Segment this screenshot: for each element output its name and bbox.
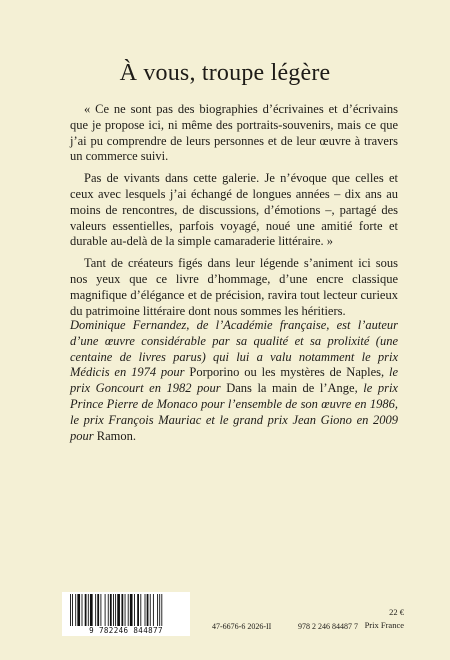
- barcode-bar: [108, 594, 109, 626]
- barcode-bar: [77, 594, 80, 626]
- barcode-bars-icon: [62, 592, 190, 626]
- author-bio-paragraph: [70, 318, 398, 444]
- barcode-bar: [90, 594, 93, 626]
- barcode-bar: [150, 594, 151, 626]
- barcode-bar: [140, 594, 141, 626]
- bio-book-title-3: Ramon: [96, 428, 133, 443]
- barcode-bar: [121, 594, 123, 626]
- barcode-bar: [72, 594, 73, 626]
- blurb-paragraph-3: Tant de créateurs figés dans leur légende s’animent ici sous nos yeux que ce livre d’hommage, d’une encre classique magnifique d’élégance et de précision, ravira tout lecteur curieux du patrimoine littéraire dont nous sommes les héritiers.: [70, 256, 398, 318]
- barcode-bar: [88, 594, 89, 626]
- barcode-bar: [85, 594, 87, 626]
- price-value: 22 €: [389, 607, 404, 617]
- barcode-bar: [113, 594, 114, 626]
- blurb-paragraph-2: Pas de vivants dans cette galerie. Je n’évoque que celles et ceux avec lesquels j’ai échangé de longues années – dix ans au moins de rencontres, de discussions, d’émotions –, partagé des valeurs essentielles, parfois voyagé, noué une amitié forte et durable au-delà de la simple camaraderie littéraire. »: [70, 171, 398, 249]
- barcode-bar: [95, 594, 96, 626]
- bio-segment-1: Dominique Fernandez, de l’Académie française, est l’auteur d’une œuvre considérable par sa qualité et sa prolixité (une centaine de livres parus) qui lui a valu notamment le prix Médicis en 1974 pour: [70, 318, 398, 380]
- blurb-text: [70, 102, 398, 319]
- bio-segment-2: , le prix Goncourt en 1982 pour: [70, 365, 398, 396]
- isbn-number: 978 2 246 84487 7: [298, 622, 358, 631]
- barcode-bar: [159, 594, 160, 626]
- barcode-bar: [130, 594, 133, 626]
- barcode-bar: [145, 594, 146, 626]
- author-bio: [70, 318, 398, 444]
- price-label: Prix France: [364, 620, 404, 630]
- bio-book-title-2: Dans la main de l’Ange: [226, 381, 355, 396]
- barcode-bar: [70, 594, 71, 626]
- barcode-bar: [157, 594, 158, 626]
- barcode-bar: [125, 594, 126, 626]
- bio-segment-3: , le prix Prince Pierre de Monaco pour l’ensemble de son œuvre en 1986, le prix François Mauriac et le grand prix Jean Giono en 2009 pour: [70, 381, 398, 443]
- barcode-digits: 9 782246 844877: [62, 626, 190, 635]
- barcode-bar: [147, 594, 149, 626]
- book-title: À vous, troupe légère: [119, 60, 331, 86]
- barcode-bar: [153, 594, 154, 626]
- barcode-bar: [105, 594, 106, 626]
- bio-book-title-1: Porporino ou les mystères de Naples: [189, 365, 381, 380]
- barcode: [62, 592, 190, 636]
- barcode-bar: [117, 594, 120, 626]
- barcode-bar: [161, 594, 162, 626]
- barcode-bar: [75, 594, 76, 626]
- bio-segment-4: .: [132, 428, 136, 443]
- barcode-bar: [137, 594, 139, 626]
- publisher-reference: 47-6676-6 2026-II: [212, 622, 272, 631]
- barcode-bar: [100, 594, 101, 626]
- barcode-bar: [110, 594, 112, 626]
- barcode-bar: [82, 594, 83, 626]
- barcode-bar: [134, 594, 135, 626]
- barcode-bar: [115, 594, 116, 626]
- price-block: [365, 606, 404, 632]
- barcode-bar: [128, 594, 129, 626]
- barcode-bar: [97, 594, 99, 626]
- blurb-paragraph-1: « Ce ne sont pas des biographies d’écrivaines et d’écrivains que je propose ici, ni même des portraits-souvenirs, mais ce que j’ai pu comprendre de leurs personnes et de leur œuvre à travers un commerce suivi.: [70, 102, 398, 164]
